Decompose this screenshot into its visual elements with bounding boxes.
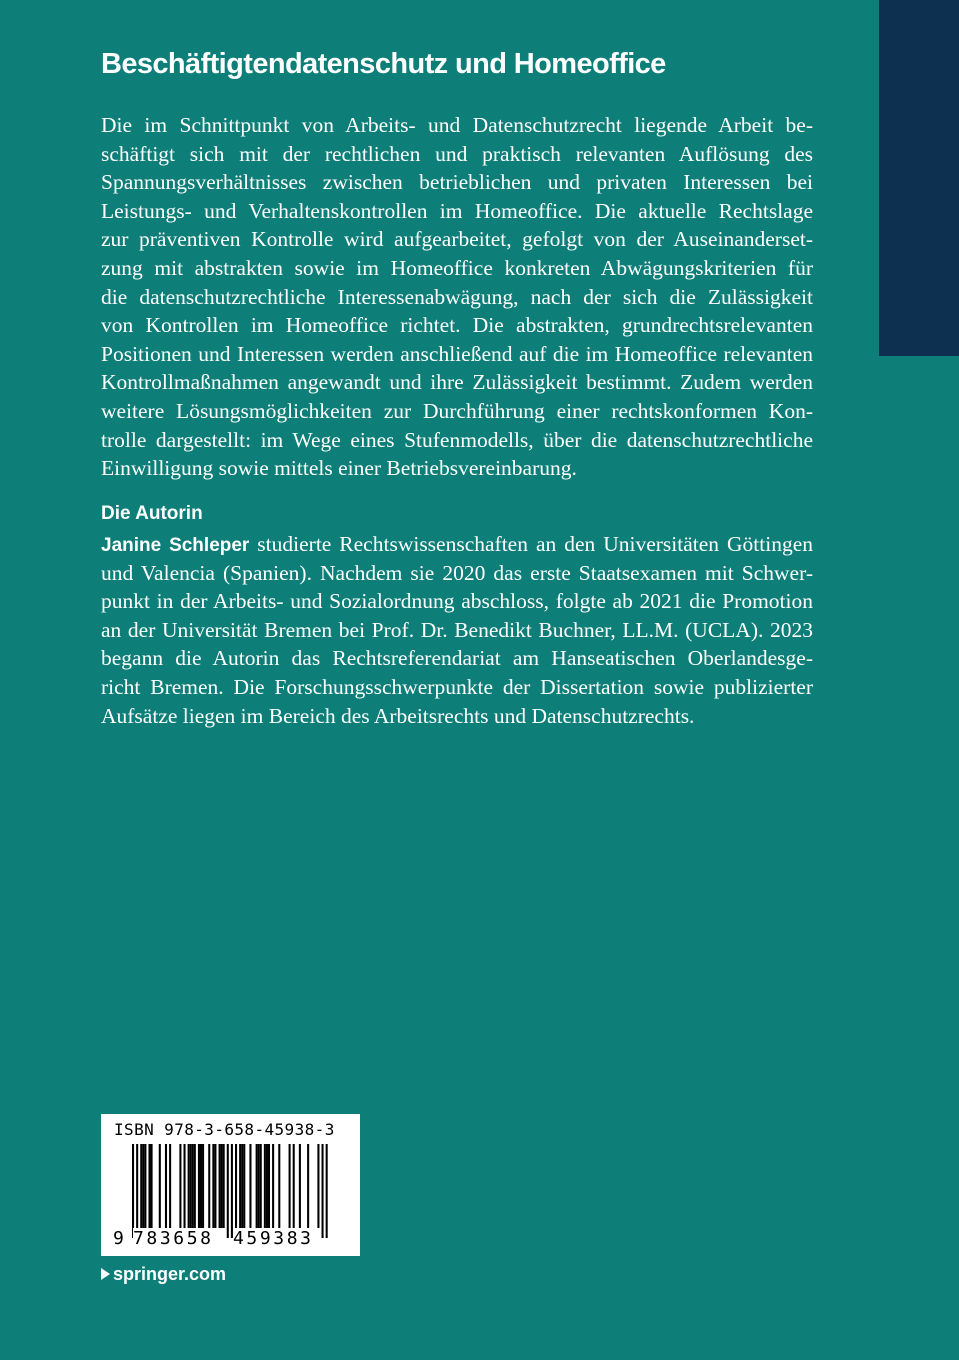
barcode-bar (159, 1144, 161, 1228)
barcode-bar (278, 1144, 280, 1228)
barcode-guard-bar (132, 1144, 134, 1238)
isbn-label: ISBN 978-3-658-45938-3 (114, 1120, 335, 1139)
barcode-bar (264, 1144, 266, 1228)
publisher-link[interactable] (101, 1262, 226, 1286)
bio-line: Aufsätze liegen im Bereich des Arbeitsrechts und Datenschutzrechts. (101, 703, 695, 728)
barcode-guard-bar (326, 1144, 328, 1238)
blurb-line: Kontrollmaßnahmen angewandt und ihre Zulässigkeit bestimmt. Zudem werden (101, 370, 813, 395)
barcode-bar (243, 1144, 245, 1228)
barcode-bar (202, 1144, 204, 1228)
blurb-line: Positionen und Interessen werden anschließend auf die im Homeoffice relevanten (101, 341, 813, 366)
blurb-line: zur präventiven Kontrolle wird aufgearbeitet, gefolgt von der Auseinanderset- (101, 227, 813, 252)
barcode-bar (142, 1144, 144, 1228)
barcode-bar (165, 1144, 167, 1228)
isbn-barcode (101, 1114, 360, 1256)
barcode-bar (144, 1144, 146, 1228)
blurb-line: von Kontrollen im Homeoffice richtet. Die abstrakten, grundrechtsrelevanten (101, 313, 813, 338)
barcode-bar (223, 1144, 225, 1228)
barcode-bar (317, 1144, 319, 1228)
blurb-line: Die im Schnittpunkt von Arbeits- und Datenschutzrecht liegende Arbeit be- (101, 113, 813, 137)
ean-left-digits: 783658 (133, 1228, 214, 1249)
bio-line: und Valencia (Spanien). Nachdem sie 2020 das erste Staatsexamen mit Schwer- (101, 560, 813, 585)
blurb-line: Leistungs- und Verhaltenskontrollen im Homeoffice. Die aktuelle Rechtslage (101, 198, 813, 223)
bio-line: begann die Autorin das Rechtsreferendariat am Hanseatischen Oberlandesge- (101, 646, 813, 671)
bio-line: punkt in der Arbeits- und Sozialordnung abschloss, folgte ab 2021 die Promotion (101, 589, 813, 614)
blurb-line: schäftigt sich mit der rechtlichen und praktisch relevanten Auflösung des (101, 141, 813, 166)
bio-line (101, 530, 813, 559)
blurb-paragraph (101, 111, 813, 483)
barcode-bar (200, 1144, 202, 1228)
barcode-guard-bar (136, 1144, 138, 1238)
blurb-line: Einwilligung sowie mittels einer Betriebsvereinbarung. (101, 456, 577, 481)
author-bio (101, 530, 813, 730)
author-heading: Die Autorin (101, 503, 203, 524)
barcode-bar (188, 1144, 190, 1228)
barcode-bar (241, 1144, 243, 1228)
barcode-bar (293, 1144, 295, 1228)
barcode-bar (190, 1144, 192, 1228)
barcode-bar (221, 1144, 223, 1228)
blurb-line: Spannungsverhältnisses zwischen betrieblichen und privaten Interessen bei (101, 170, 813, 195)
bio-line: an der Universität Bremen bei Prof. Dr. Benedikt Buchner, LL.M. (UCLA). 2023 (101, 617, 813, 642)
blurb-line: die datenschutzrechtliche Interessenabwägung, nach der sich die Zulässigkeit (101, 284, 813, 309)
barcode-guard-bar (322, 1144, 324, 1238)
barcode-bar (268, 1144, 270, 1228)
barcode-bar (194, 1144, 196, 1228)
barcode-bar (179, 1144, 181, 1228)
play-arrow-icon (101, 1268, 110, 1280)
barcode-guard-bar (227, 1144, 229, 1238)
barcode-bar (208, 1144, 210, 1228)
ean-lead-digit: 9 (113, 1228, 124, 1249)
barcode-bar (148, 1144, 150, 1228)
barcode-bar (140, 1144, 142, 1228)
barcode-bar (235, 1144, 237, 1228)
barcode-bar (219, 1144, 221, 1228)
bio-line: richt Bremen. Die Forschungsschwerpunkte der Dissertation sowie publizierter (101, 674, 813, 699)
blurb-line: trolle dargestellt: im Wege eines Stufenmodells, über die datenschutzrechtliche (101, 427, 813, 452)
publisher-link-text: springer.com (113, 1264, 227, 1284)
blurb-line: weitere Lösungsmöglichkeiten zur Durchführung einer rechtskonformen Kon- (101, 398, 813, 423)
barcode-bar (272, 1144, 274, 1228)
barcode-bar (212, 1144, 214, 1228)
barcode-bar (258, 1144, 260, 1228)
ean-right-digits: 459383 (233, 1228, 314, 1249)
blurb-line: zung mit abstrakten sowie im Homeoffice konkreten Abwägungskriterien für (101, 255, 813, 280)
author-name: Janine Schleper (101, 535, 250, 556)
barcode-bar (239, 1144, 241, 1228)
barcode-bar (266, 1144, 268, 1228)
barcode-bar (256, 1144, 258, 1228)
barcode-bar (192, 1144, 194, 1228)
barcode-bar (307, 1144, 309, 1228)
spine-color-band (879, 0, 959, 356)
barcode-bar (260, 1144, 262, 1228)
book-title: Beschäftigtendatenschutz und Homeoffice (101, 48, 666, 80)
barcode-bar (214, 1144, 216, 1228)
barcode-bar (151, 1144, 153, 1228)
barcode-guard-bar (231, 1144, 233, 1238)
barcode-bar (198, 1144, 200, 1228)
barcode-bar (249, 1144, 251, 1228)
barcode-bar (169, 1144, 171, 1228)
barcode-bar (299, 1144, 301, 1228)
barcode-bar (289, 1144, 291, 1228)
barcode-bar (184, 1144, 186, 1228)
bio-first-line-text: studierte Rechtswissenschaften an den Universitäten Göttingen (249, 532, 813, 556)
